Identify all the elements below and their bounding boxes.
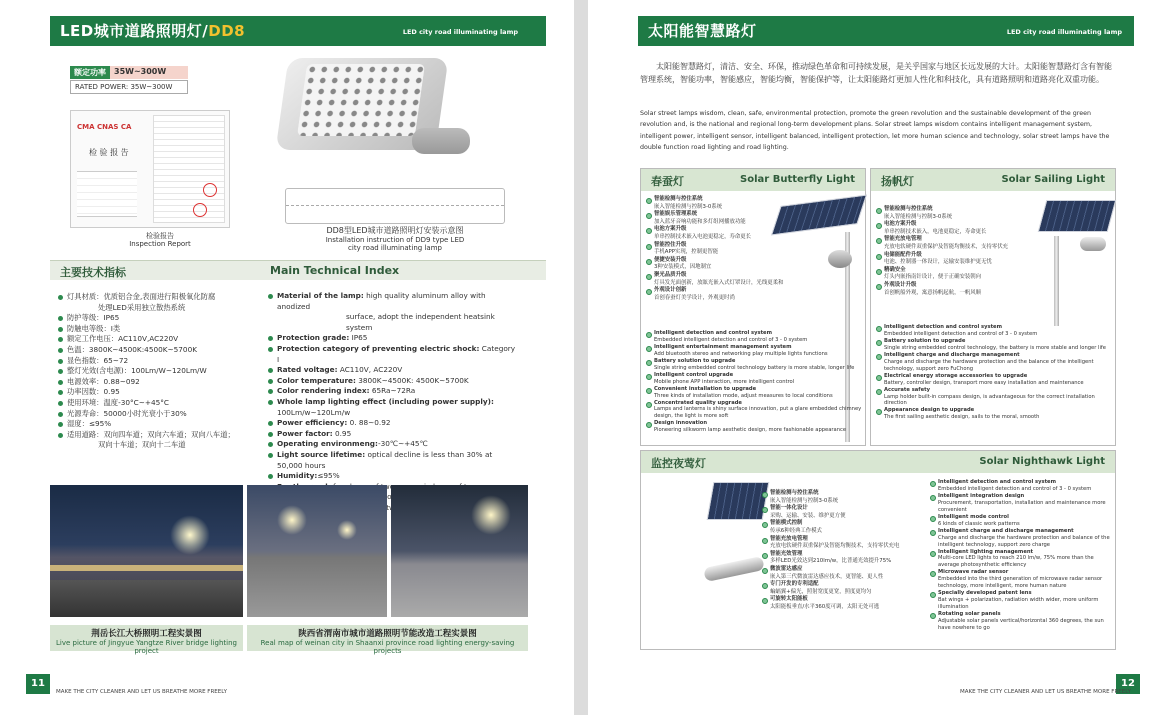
page-footer-right: MAKE THE CITY CLEANER AND LET US BREATHE MORE FREELY	[960, 689, 1131, 695]
nighthawk-cn-item-desc: 嵌入第三代微波雷达感应技术，更智能、更人性	[770, 573, 884, 580]
nighthawk-en-item-title: Rotating solar panels	[938, 611, 1001, 618]
sailing-en-item-desc: Embedded intelligent detection and control of 3 - 0 system	[884, 330, 1038, 337]
nighthawk-cn-item-desc: 充放电软硬件双重保护及智能均衡技术，支持零伏充电	[770, 543, 900, 550]
nighthawk-en-item-desc: Adjustable solar panels vertical/horizontal 360 degrees, the sun have nowhere to go	[938, 618, 1104, 632]
sailing-en-item-desc: Single string embedded control technology, the battery is more stable and longer life	[884, 344, 1106, 351]
spec-value: IP65	[349, 333, 368, 343]
spec-value: 100Lm/w~120Lm/w	[277, 407, 351, 417]
spec-value: 0. 88~0.92	[347, 418, 391, 428]
sailing-lamp-head	[1080, 237, 1106, 251]
nighthawk-en-item-title: Intelligent charge and discharge management	[938, 527, 1074, 534]
nighthawk-en-item-desc: Procurement, transportation, installation and maintenance more convenient	[938, 499, 1106, 513]
sailing-cn-item-title: 智能充放电管理	[884, 236, 922, 243]
sailing-en-item-desc: Battery, controller design, transport more easy installation and maintenance	[884, 379, 1084, 386]
sailing-cn-item	[876, 282, 1036, 297]
nighthawk-en-item-title: Intelligent lighting management	[938, 548, 1034, 555]
led-lamp-image	[262, 56, 462, 196]
spec-key: Protection category of preventing electric shock:	[277, 343, 480, 353]
butterfly-en-item-desc: Pioneering silkworm lamp aesthetic design, more fashionable appearance	[654, 427, 847, 434]
nighthawk-en-item-desc: Charge and discharge the hardware protection and balance of the intelligent technology, support zero charge	[938, 534, 1110, 548]
nighthawk-cn-item-desc: 传承6种经典工作模式	[770, 527, 822, 534]
right-title: 太阳能智慧路灯	[648, 22, 757, 40]
left-page	[0, 0, 574, 715]
spec-value: 65Ra~72Ra	[369, 386, 416, 396]
sailing-cn-item	[876, 236, 1036, 251]
butterfly-cn-item-desc: 手机APP实现，控制更智能	[654, 249, 719, 256]
spec-key: Color rendering index:	[277, 386, 370, 396]
nighthawk-en-list	[930, 479, 1112, 632]
nighthawk-cn-item	[762, 536, 927, 551]
spec-item-en	[268, 291, 518, 312]
spec-item-cn: 双向十车道；双向十二车道	[98, 440, 186, 450]
specs-cn-list	[58, 292, 268, 451]
sailing-en-item	[876, 387, 1112, 408]
sailing-cn-item-desc: 充放电软硬件双重保护及智能均衡技术，支持零伏充	[884, 243, 1008, 250]
butterfly-en-item-title: Concentrated quality upgrade	[654, 399, 742, 406]
sailing-title-en: Solar Sailing Light	[1001, 174, 1105, 185]
nighthawk-cn-item	[762, 490, 927, 505]
nighthawk-cn-item-desc: 采购、运输、安装、维护更方便	[770, 512, 846, 519]
sailing-solar-panel	[1038, 200, 1117, 232]
nighthawk-cn-item	[762, 566, 927, 581]
sailing-en-item-title: Battery solution to upgrade	[884, 337, 966, 344]
nighthawk-cn-item	[762, 520, 927, 535]
nighthawk-en-item	[930, 514, 1112, 528]
spec-item-cn: 显色指数：65~72	[58, 356, 268, 367]
spec-item-cn: 灯具材质：优质铝合金,表面进行阳极氧化防腐	[58, 292, 268, 303]
power-label: 额定功率	[70, 66, 110, 79]
road-photo-2	[391, 485, 528, 617]
nighthawk-en-item	[930, 549, 1112, 570]
sailing-en-item	[876, 338, 1112, 352]
sailing-en-item-desc: Charge and discharge the hardware protection and the balance of the intelligent technology, support zero FuChong	[884, 358, 1094, 372]
butterfly-lamp-head	[828, 250, 852, 268]
tech-index-header: 主要技术指标 Main Technical Index	[50, 260, 546, 280]
left-header	[50, 16, 546, 46]
butterfly-en-item	[646, 386, 862, 400]
butterfly-en-item	[646, 372, 862, 386]
spec-value: 0.95	[332, 428, 352, 438]
sailing-cn-item-title: 精确安全	[884, 266, 906, 273]
spec-item-en	[268, 471, 518, 482]
spec-item-en	[268, 397, 518, 408]
sailing-cn-item	[876, 267, 1036, 282]
spec-item-cn: 处理LED采用独立散热系统	[98, 302, 186, 312]
spec-value: optical decline is less than 30% at 50,000 hours	[277, 449, 493, 470]
butterfly-cn-item-title: 智能检测与控住系统	[654, 196, 703, 202]
right-subtitle: LED city road illuminating lamp	[1006, 28, 1122, 36]
butterfly-en-item-title: Intelligent control upgrade	[654, 371, 734, 378]
butterfly-en-item	[646, 420, 862, 434]
spec-item-cn: 湿度：≤95%	[58, 419, 268, 430]
sailing-cn-item-desc: 电池、控制器一体设计，运输安装维护更无忧	[884, 259, 992, 266]
nighthawk-en-item-desc: Multi-core LED lights to reach 210 lm/w, 75% more than the average photosynthetic efficiency	[938, 555, 1094, 569]
inspection-report-image	[70, 110, 230, 228]
nighthawk-en-item-title: Intelligent detection and control system	[938, 479, 1056, 485]
butterfly-cn-item-desc: 嵌入智能检测与控制3-0系统	[654, 203, 723, 210]
sailing-en-item-desc: Lamp holder built-in compass design, is advantageous for the correct installation direction	[884, 393, 1095, 407]
spec-key: Protection grade:	[277, 333, 350, 343]
butterfly-en-item	[646, 344, 862, 358]
spec-value: ≤95%	[317, 471, 340, 481]
sailing-en-list	[876, 324, 1112, 421]
nighthawk-title-en: Solar Nighthawk Light	[979, 456, 1105, 467]
nighthawk-cn-item-title: 微波雷达感应	[770, 565, 803, 572]
cert-logos: CMA CNAS CA	[77, 123, 132, 131]
specs-en-list	[268, 291, 518, 513]
spec-item-cn: 适用道路：双向四车道；双向六车道；双向八车道；	[58, 430, 268, 441]
butterfly-cn-item	[646, 196, 796, 211]
nighthawk-en-item-desc: Embedded intelligent detection and control of 3 - 0 system	[938, 485, 1092, 492]
butterfly-en-item	[646, 400, 862, 421]
spec-key: Light source lifetime:	[277, 449, 366, 459]
butterfly-en-item-title: Convenient installation to upgrade	[654, 385, 757, 392]
rated-power	[70, 66, 188, 94]
intro-en: Solar street lamps wisdom, clean, safe, environmental protection, promote the green revolution and the sustainable development of the green revolution and, is the national and regional long-term development plans. Solar street lamps wisdom contains intelligent management system, intelligent power, intelligent sensor, intelligent balanced, intelligent protection, let more human science and technology, solar street lamps have the double function road lighting and road lighting.	[640, 110, 1110, 152]
spec-key: Power efficiency:	[277, 418, 348, 428]
sailing-cn-item	[876, 221, 1036, 236]
nighthawk-cn-item-title: 智能检测与控住系统	[770, 490, 819, 496]
nighthawk-title-cn: 监控夜莺灯	[651, 457, 706, 470]
photo-caption-1: 荆岳长江大桥照明工程实景图 Live picture of Jingyue Yangtze River bridge lighting project	[50, 625, 243, 651]
butterfly-en-item	[646, 358, 862, 372]
left-subtitle: LED city road illuminating lamp	[402, 28, 518, 36]
sailing-en-item	[876, 324, 1112, 338]
sailing-cn-item-desc: 单串控制技术嵌入，电池更稳定，寿命更长	[884, 228, 987, 235]
butterfly-en-list	[646, 330, 862, 434]
sailing-en-item-title: Intelligent detection and control system	[884, 324, 1002, 330]
intro-cn: 太阳能智慧路灯，清洁、安全、环保，推动绿色革命和可持续发展，是关乎国家与地区长远发展的大计。太阳能智慧路灯含有智能管理系统，智能功率，智能感应，智能均衡，智能保护等，让太阳能路灯更加人性化和科技化，具有道路照明和道路亮化双重功能。	[640, 62, 1112, 84]
page-number-right: 12	[1116, 674, 1140, 694]
sailing-cn-item-desc: 首创帆船外观，寓意扬帆起航，一帆风顺	[884, 289, 982, 296]
sailing-cn-item-title: 电储能配件升级	[884, 251, 922, 258]
stamp-icon	[203, 183, 217, 197]
spec-value: high quality aluminum alloy with anodized	[277, 291, 486, 311]
spec-item-cn: 额定工作电压：AC110V,AC220V	[58, 334, 268, 345]
power-en: RATED POWER: 35W~300W	[70, 80, 188, 94]
butterfly-en-item-title: Battery solution to upgrade	[654, 357, 736, 364]
nighthawk-cn-item-title: 智能模式控制	[770, 520, 803, 527]
sailing-title-cn: 扬帆灯	[881, 175, 914, 188]
nighthawk-cn-item	[762, 505, 927, 520]
nighthawk-en-item	[930, 493, 1112, 514]
sailing-en-item-title: Electrical energy storage accessories to upgrade	[884, 372, 1028, 379]
nighthawk-cn-item-title: 智能光效管理	[770, 550, 803, 557]
nighthawk-cn-item-title: 智能充放电管理	[770, 535, 808, 542]
nighthawk-en-item	[930, 569, 1112, 590]
sailing-cn-item-title: 外观设计升级	[884, 281, 917, 288]
nighthawk-en-item	[930, 528, 1112, 549]
installation-drawing	[285, 188, 505, 224]
butterfly-en-item-desc: Single string embedded control technology battery is more stable, longer life	[654, 364, 855, 371]
nighthawk-cn-item	[762, 596, 927, 611]
butterfly-cn-item	[646, 242, 796, 257]
butterfly-en-item	[646, 330, 862, 344]
sailing-en-item	[876, 352, 1112, 373]
spec-item-en	[268, 439, 518, 450]
spec-key: Rated voltage:	[277, 365, 338, 375]
spec-item-cn: 整灯光效(含电源)：100Lm/W~120Lm/W	[58, 366, 268, 377]
butterfly-cn-item-desc: 单串控制技术嵌入电池更稳定，寿命更长	[654, 233, 752, 240]
nighthawk-cn-item-title: 专门开发的专利适配	[770, 581, 819, 588]
butterfly-title-en: Solar Butterfly Light	[740, 174, 855, 185]
nighthawk-en-item-desc: Embedded into the third generation of microwave radar sensor technology, more intelligent, more human nature	[938, 576, 1103, 590]
butterfly-en-item-title: Intelligent detection and control system	[654, 330, 772, 336]
sailing-en-item-title: Accurate safety	[884, 386, 930, 393]
sailing-cn-item-title: 电池方案升级	[884, 221, 917, 228]
butterfly-cn-item-desc: 加入蓝牙音响功能和多灯组网播放功能	[654, 218, 746, 225]
spec-item-en	[268, 312, 518, 333]
sailing-cn-item-desc: 灯头内嵌指南针设计，便于正确安装朝向	[884, 274, 982, 281]
sailing-cn-list	[876, 206, 1036, 297]
sailing-en-item	[876, 373, 1112, 387]
butterfly-en-item-desc: Mobile phone APP interaction, more intelligent control	[654, 378, 795, 385]
spec-item-cn: 防触电等级：Ⅰ类	[58, 324, 268, 335]
butterfly-cn-item-desc: 灯具发光面创新，放眩光嵌入式灯罩设计，光线更柔和	[654, 279, 784, 286]
right-header	[638, 16, 1134, 46]
nighthawk-cn-item-title: 可旋转太阳能板	[770, 596, 808, 603]
butterfly-en-item-desc: Embedded intelligent detection and control of 3 - 0 system	[654, 336, 808, 343]
spec-item-en	[268, 365, 518, 376]
spec-item-cn: 功率因数：0.95	[58, 387, 268, 398]
nighthawk-en-item	[930, 590, 1112, 611]
spec-item-cn: 防护等级：IP65	[58, 313, 268, 324]
sailing-cn-item	[876, 252, 1036, 267]
cert-doc-title: 检 验 报 告	[89, 148, 129, 157]
butterfly-en-item-desc: Lamps and lanterns is shiny surface innovation, put a glare embedded chimney design, the light is more soft	[654, 406, 862, 420]
power-value: 35W~300W	[110, 66, 188, 79]
spec-item-en	[268, 429, 518, 440]
spec-item-en	[268, 450, 518, 471]
spec-item-en	[268, 376, 518, 387]
cert-caption: 检验报告 Inspection Report	[129, 232, 191, 249]
spec-key: Color temperature:	[277, 375, 356, 385]
page-footer: MAKE THE CITY CLEANER AND LET US BREATHE MORE FREELY	[56, 689, 227, 695]
spec-key: Whole lamp lighting effect (including power supply):	[277, 396, 494, 406]
lamp-caption: DD8型LED城市道路照明灯安装示意图 Installation instruction of DD9 type LED city road illuminating lamp	[325, 226, 465, 252]
butterfly-cn-item-title: 智能控住升级	[654, 241, 687, 248]
nighthawk-en-item-desc: Bat wings + polarization, radiation width wider, more uniform illumination	[938, 597, 1099, 611]
nighthawk-cn-item-desc: 蝙蝠翼+偏光，照射宽度更宽，照度更均匀	[770, 588, 872, 595]
spec-item-en	[268, 386, 518, 397]
butterfly-cn-item	[646, 287, 796, 302]
spec-value: surface, adopt the independent heatsink system	[346, 312, 495, 332]
spec-item-cn: 光源寿命：50000小时光衰小于30%	[58, 409, 268, 420]
spec-item-cn: 使用环境：温度-30°C~+45°C	[58, 398, 268, 409]
nighthawk-en-item-title: Intelligent mode control	[938, 513, 1009, 520]
nighthawk-cn-item	[762, 551, 927, 566]
spec-value: Category I	[277, 343, 516, 364]
nighthawk-en-item-title: Intelligent integration design	[938, 492, 1025, 499]
nighthawk-cn-list	[762, 490, 927, 612]
spec-item-en	[268, 344, 518, 365]
nighthawk-cn-item-desc: 多样LED光效达到210lm/w，比普通光效提升75%	[770, 558, 892, 565]
spec-value: -30℃~+45℃	[377, 439, 428, 449]
spec-key: Material of the lamp:	[277, 291, 364, 300]
butterfly-en-item-title: Design innovation	[654, 420, 708, 427]
sailing-cn-item-desc: 嵌入智能检测与控制3-0系统	[884, 213, 953, 220]
left-title: LED城市道路照明灯/DD8	[60, 22, 246, 40]
nighthawk-cn-item-desc: 太阳能板垂直/水平360度可调，太阳无处可逃	[770, 603, 880, 610]
stamp-icon	[193, 203, 207, 217]
nighthawk-cn-item	[762, 581, 927, 596]
bridge-photo	[50, 485, 243, 617]
spec-key: Humidity:	[277, 471, 318, 481]
nighthawk-en-item	[930, 479, 1112, 493]
butterfly-cn-item-title: 智能娱乐管理系统	[654, 211, 698, 218]
butterfly-en-item-title: Intelligent entertainment management system	[654, 343, 792, 350]
spec-key: Power factor:	[277, 428, 333, 438]
spec-item-en	[268, 418, 518, 429]
spec-value: 3800K~4500K: 4500K~5700K	[355, 375, 469, 385]
nighthawk-en-item-title: Microwave radar sensor	[938, 569, 1009, 576]
butterfly-en-item-desc: Three kinds of installation mode, adjust measures to local conditions	[654, 392, 833, 399]
butterfly-cn-list	[646, 196, 796, 302]
butterfly-cn-item	[646, 272, 796, 287]
butterfly-cn-item	[646, 211, 796, 226]
sailing-en-item-title: Intelligent charge and discharge management	[884, 351, 1020, 358]
sailing-cn-item	[876, 206, 1036, 221]
butterfly-en-item-desc: Add bluetooth stereo and networking play multiple lights functions	[654, 350, 828, 357]
butterfly-cn-item-desc: 首创春蚕灯美学设计，外观更时尚	[654, 294, 735, 301]
spec-key: Operating environmeng:	[277, 439, 378, 449]
sailing-en-item-desc: The first sailing aesthetic design, sails to the moral, smooth	[884, 414, 1040, 421]
butterfly-title-cn: 春蚕灯	[651, 175, 684, 188]
road-photo-1	[247, 485, 387, 617]
spec-item-en	[268, 333, 518, 344]
butterfly-cn-item-title: 聚光品质升级	[654, 271, 687, 278]
butterfly-cn-item-desc: 3种安装模式，因地制宜	[654, 264, 712, 271]
butterfly-cn-item-title: 电池方案升级	[654, 226, 687, 233]
nighthawk-solar-panel	[707, 482, 770, 520]
nighthawk-cn-item-title: 智能一体化设计	[770, 505, 808, 512]
nighthawk-en-item	[930, 611, 1112, 632]
sailing-cn-item-title: 智能检测与控住系统	[884, 206, 933, 212]
nighthawk-en-item-title: Specially developed patent lens	[938, 590, 1032, 597]
nighthawk-en-item-desc: 6 kinds of classic work patterns	[938, 520, 1020, 527]
page-number: 11	[26, 674, 50, 694]
spec-item-en	[268, 408, 518, 419]
spec-item-cn: 电源效率：0.88~092	[58, 377, 268, 388]
sailing-en-item-title: Appearance design to upgrade	[884, 407, 975, 414]
butterfly-cn-item-title: 便捷安装升级	[654, 256, 687, 263]
butterfly-cn-item	[646, 257, 796, 272]
photo-caption-2: 陕西省渭南市城市道路照明节能改造工程实景图 Real map of weinan city in Shaanxi province road lighting energy-saving projects	[247, 625, 528, 651]
sailing-en-item	[876, 407, 1112, 421]
butterfly-cn-item	[646, 226, 796, 241]
butterfly-cn-item-title: 外观设计创新	[654, 287, 687, 294]
nighthawk-cn-item-desc: 嵌入智能检测与控制3-0系统	[770, 497, 839, 504]
spec-item-cn: 色温：3800K~4500K:4500K~5700K	[58, 345, 268, 356]
spec-value: AC110V, AC220V	[337, 365, 403, 375]
